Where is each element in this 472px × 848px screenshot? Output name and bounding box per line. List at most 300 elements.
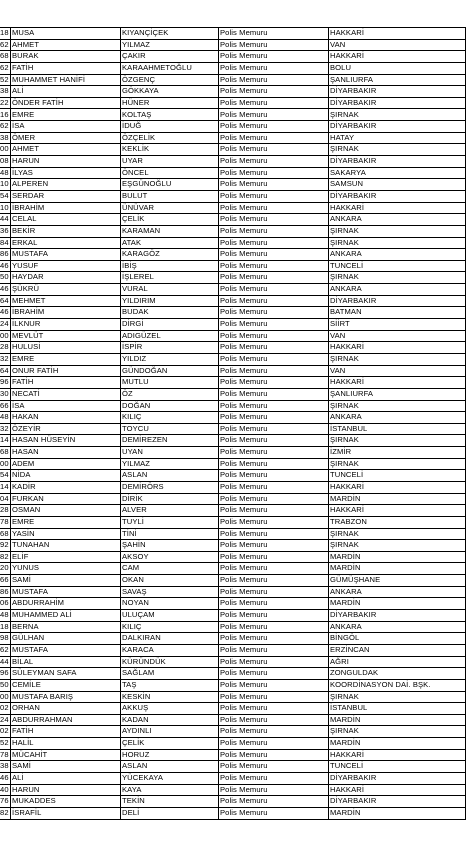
row-number-cell: 00 (0, 330, 11, 342)
table-row (0, 167, 466, 179)
city-cell: TUNCELİ (329, 761, 466, 773)
row-number-cell: 48 (0, 167, 11, 179)
row-number-cell: 10 (0, 179, 11, 191)
table-row (0, 598, 466, 610)
table-row (0, 342, 466, 354)
table-row (0, 377, 466, 389)
title-cell: Polis Memuru (219, 28, 329, 40)
last-name-cell: YILMAZ (121, 458, 219, 470)
city-cell: ŞIRNAK (329, 540, 466, 552)
row-number-cell: 86 (0, 249, 11, 261)
table-row (0, 330, 466, 342)
row-number-cell: 40 (0, 784, 11, 796)
last-name-cell: GÖKKAYA (121, 86, 219, 98)
last-name-cell: OKAN (121, 575, 219, 587)
last-name-cell: UYAN (121, 447, 219, 459)
table-row (0, 726, 466, 738)
row-number-cell: 36 (0, 225, 11, 237)
first-name-cell: BERNA (11, 621, 121, 633)
city-cell: KOORDİNASYON DAİ. BŞK. (329, 679, 466, 691)
first-name-cell: MEHMET (11, 295, 121, 307)
city-cell: VAN (329, 365, 466, 377)
last-name-cell: KARACA (121, 644, 219, 656)
title-cell: Polis Memuru (219, 435, 329, 447)
city-cell: İZMİR (329, 447, 466, 459)
table-row (0, 86, 466, 98)
row-number-cell: 48 (0, 412, 11, 424)
first-name-cell: HULUSİ (11, 342, 121, 354)
row-number-cell: 54 (0, 470, 11, 482)
title-cell: Polis Memuru (219, 749, 329, 761)
city-cell: DİYARBAKIR (329, 121, 466, 133)
last-name-cell: ŞAHİN (121, 540, 219, 552)
first-name-cell: ONUR FATİH (11, 365, 121, 377)
table-row (0, 400, 466, 412)
title-cell: Polis Memuru (219, 447, 329, 459)
table-row (0, 679, 466, 691)
row-number-cell: 84 (0, 237, 11, 249)
city-cell: ŞIRNAK (329, 528, 466, 540)
last-name-cell: NOYAN (121, 598, 219, 610)
last-name-cell: KARAAHMETOĞLU (121, 62, 219, 74)
last-name-cell: MUTLU (121, 377, 219, 389)
last-name-cell: YILDIZ (121, 353, 219, 365)
last-name-cell: ÖNCEL (121, 167, 219, 179)
row-number-cell: 66 (0, 575, 11, 587)
first-name-cell: ALİ (11, 773, 121, 785)
title-cell: Polis Memuru (219, 307, 329, 319)
table-row (0, 412, 466, 424)
row-number-cell: 38 (0, 132, 11, 144)
city-cell: ANKARA (329, 249, 466, 261)
first-name-cell: HALİL (11, 738, 121, 750)
last-name-cell: SAĞLAM (121, 668, 219, 680)
last-name-cell: KILIÇ (121, 621, 219, 633)
table-row (0, 563, 466, 575)
table-row (0, 319, 466, 331)
first-name-cell: ALPEREN (11, 179, 121, 191)
city-cell: DİYARBAKIR (329, 156, 466, 168)
city-cell: ANKARA (329, 214, 466, 226)
last-name-cell: AYDINLI (121, 726, 219, 738)
title-cell: Polis Memuru (219, 621, 329, 633)
title-cell: Polis Memuru (219, 272, 329, 284)
last-name-cell: VURAL (121, 284, 219, 296)
first-name-cell: İSA (11, 400, 121, 412)
title-cell: Polis Memuru (219, 423, 329, 435)
last-name-cell: TİNİ (121, 528, 219, 540)
city-cell: HAKKARİ (329, 342, 466, 354)
city-cell: HAKKARİ (329, 784, 466, 796)
row-number-cell: 28 (0, 342, 11, 354)
first-name-cell: HARUN (11, 784, 121, 796)
city-cell: ŞIRNAK (329, 435, 466, 447)
city-cell: ANKARA (329, 412, 466, 424)
row-number-cell: 28 (0, 505, 11, 517)
row-number-cell: 86 (0, 586, 11, 598)
city-cell: DİYARBAKIR (329, 97, 466, 109)
city-cell: ŞIRNAK (329, 109, 466, 121)
table-row (0, 575, 466, 587)
city-cell: HAKKARİ (329, 481, 466, 493)
last-name-cell: CAM (121, 563, 219, 575)
city-cell: MARDİN (329, 598, 466, 610)
last-name-cell: KILIÇ (121, 412, 219, 424)
row-number-cell: 46 (0, 307, 11, 319)
title-cell: Polis Memuru (219, 190, 329, 202)
title-cell: Polis Memuru (219, 342, 329, 354)
table-row (0, 807, 466, 819)
table-row (0, 144, 466, 156)
title-cell: Polis Memuru (219, 377, 329, 389)
city-cell: ŞIRNAK (329, 272, 466, 284)
last-name-cell: ASLAN (121, 761, 219, 773)
city-cell: SİİRT (329, 319, 466, 331)
first-name-cell: HARUN (11, 156, 121, 168)
first-name-cell: MUHAMMED ALİ (11, 610, 121, 622)
table-row (0, 540, 466, 552)
last-name-cell: ULUÇAM (121, 610, 219, 622)
title-cell: Polis Memuru (219, 62, 329, 74)
table-row (0, 551, 466, 563)
title-cell: Polis Memuru (219, 575, 329, 587)
city-cell: BOLU (329, 62, 466, 74)
row-number-cell: 00 (0, 691, 11, 703)
title-cell: Polis Memuru (219, 516, 329, 528)
table-row (0, 109, 466, 121)
title-cell: Polis Memuru (219, 796, 329, 808)
row-number-cell: 10 (0, 202, 11, 214)
last-name-cell: ÇAKIR (121, 51, 219, 63)
last-name-cell: DİRGİ (121, 319, 219, 331)
last-name-cell: YILDIRIM (121, 295, 219, 307)
row-number-cell: 18 (0, 621, 11, 633)
last-name-cell: YÜCEKAYA (121, 773, 219, 785)
last-name-cell: ASLAN (121, 470, 219, 482)
last-name-cell: HÜNER (121, 97, 219, 109)
table-row (0, 365, 466, 377)
last-name-cell: TOYCU (121, 423, 219, 435)
city-cell: ŞIRNAK (329, 458, 466, 470)
last-name-cell: ÖZÇELİK (121, 132, 219, 144)
city-cell: ANKARA (329, 621, 466, 633)
first-name-cell: MUKADDES (11, 796, 121, 808)
first-name-cell: ÖMER (11, 132, 121, 144)
last-name-cell: İDUĞ (121, 121, 219, 133)
table-row (0, 121, 466, 133)
city-cell: GÜMÜŞHANE (329, 575, 466, 587)
table-row (0, 62, 466, 74)
last-name-cell: İSPİR (121, 342, 219, 354)
first-name-cell: TUNAHAN (11, 540, 121, 552)
last-name-cell: KEKLİK (121, 144, 219, 156)
city-cell: MARDİN (329, 563, 466, 575)
title-cell: Polis Memuru (219, 400, 329, 412)
first-name-cell: İLYAS (11, 167, 121, 179)
last-name-cell: ADIGÜZEL (121, 330, 219, 342)
first-name-cell: ERKAL (11, 237, 121, 249)
table-row (0, 493, 466, 505)
title-cell: Polis Memuru (219, 493, 329, 505)
row-number-cell: 64 (0, 365, 11, 377)
first-name-cell: ORHAN (11, 703, 121, 715)
city-cell: ŞIRNAK (329, 726, 466, 738)
city-cell: HAKKARİ (329, 51, 466, 63)
last-name-cell: ALVER (121, 505, 219, 517)
row-number-cell: 08 (0, 156, 11, 168)
title-cell: Polis Memuru (219, 458, 329, 470)
first-name-cell: CELAL (11, 214, 121, 226)
title-cell: Polis Memuru (219, 470, 329, 482)
last-name-cell: KIYANÇİÇEK (121, 28, 219, 40)
first-name-cell: SÜLEYMAN SAFA (11, 668, 121, 680)
table-row (0, 225, 466, 237)
table-row (0, 505, 466, 517)
row-number-cell: 78 (0, 749, 11, 761)
first-name-cell: ABDURRAHİM (11, 598, 121, 610)
city-cell: MARDİN (329, 807, 466, 819)
title-cell: Polis Memuru (219, 784, 329, 796)
table-row (0, 132, 466, 144)
title-cell: Polis Memuru (219, 260, 329, 272)
table-row (0, 749, 466, 761)
title-cell: Polis Memuru (219, 412, 329, 424)
first-name-cell: SERDAR (11, 190, 121, 202)
last-name-cell: DEMİRÖRS (121, 481, 219, 493)
city-cell: ERZİNCAN (329, 644, 466, 656)
last-name-cell: ÇELİK (121, 214, 219, 226)
last-name-cell: DEMİREZEN (121, 435, 219, 447)
last-name-cell: KARAGÖZ (121, 249, 219, 261)
city-cell: ŞIRNAK (329, 400, 466, 412)
last-name-cell: KADAN (121, 714, 219, 726)
last-name-cell: ÖZ (121, 388, 219, 400)
city-cell: HAKKARİ (329, 377, 466, 389)
first-name-cell: MUSTAFA (11, 586, 121, 598)
title-cell: Polis Memuru (219, 237, 329, 249)
first-name-cell: MUSA (11, 28, 121, 40)
table-row (0, 156, 466, 168)
title-cell: Polis Memuru (219, 388, 329, 400)
first-name-cell: HASAN (11, 447, 121, 459)
last-name-cell: TAŞ (121, 679, 219, 691)
table-body (0, 28, 466, 820)
city-cell: DİYARBAKIR (329, 295, 466, 307)
table-row (0, 388, 466, 400)
table-row (0, 481, 466, 493)
first-name-cell: ÖNDER FATİH (11, 97, 121, 109)
first-name-cell: FATİH (11, 726, 121, 738)
city-cell: ANKARA (329, 586, 466, 598)
row-number-cell: 38 (0, 86, 11, 98)
row-number-cell: 16 (0, 109, 11, 121)
table-row (0, 773, 466, 785)
table-row (0, 738, 466, 750)
first-name-cell: GÜLHAN (11, 633, 121, 645)
table-row (0, 179, 466, 191)
row-number-cell: 92 (0, 540, 11, 552)
title-cell: Polis Memuru (219, 39, 329, 51)
first-name-cell: MUSTAFA BARIŞ (11, 691, 121, 703)
city-cell: DİYARBAKIR (329, 190, 466, 202)
table-row (0, 796, 466, 808)
row-number-cell: 24 (0, 319, 11, 331)
row-number-cell: 50 (0, 679, 11, 691)
table-row (0, 644, 466, 656)
row-number-cell: 32 (0, 423, 11, 435)
table-row (0, 761, 466, 773)
city-cell: MARDİN (329, 551, 466, 563)
city-cell: SAMSUN (329, 179, 466, 191)
first-name-cell: ÖZEYİR (11, 423, 121, 435)
title-cell: Polis Memuru (219, 330, 329, 342)
row-number-cell: 44 (0, 214, 11, 226)
city-cell: HAKKARİ (329, 28, 466, 40)
first-name-cell: FATİH (11, 377, 121, 389)
first-name-cell: AHMET (11, 144, 121, 156)
city-cell: HAKKARİ (329, 202, 466, 214)
city-cell: İSTANBUL (329, 703, 466, 715)
row-number-cell: 02 (0, 726, 11, 738)
title-cell: Polis Memuru (219, 714, 329, 726)
first-name-cell: MÜCAHİT (11, 749, 121, 761)
last-name-cell: KESKİN (121, 691, 219, 703)
city-cell: BATMAN (329, 307, 466, 319)
row-number-cell: 06 (0, 598, 11, 610)
title-cell: Polis Memuru (219, 353, 329, 365)
first-name-cell: YUSUF (11, 260, 121, 272)
title-cell: Polis Memuru (219, 691, 329, 703)
last-name-cell: KARAMAN (121, 225, 219, 237)
first-name-cell: MUSTAFA (11, 644, 121, 656)
city-cell: VAN (329, 39, 466, 51)
row-number-cell: 62 (0, 644, 11, 656)
city-cell: TUNCELİ (329, 260, 466, 272)
row-number-cell: 20 (0, 563, 11, 575)
table-row (0, 272, 466, 284)
row-number-cell: 02 (0, 703, 11, 715)
first-name-cell: HAKAN (11, 412, 121, 424)
first-name-cell: CEMİLE (11, 679, 121, 691)
personnel-table (0, 27, 466, 820)
first-name-cell: OSMAN (11, 505, 121, 517)
title-cell: Polis Memuru (219, 563, 329, 575)
table-row (0, 260, 466, 272)
row-number-cell: 76 (0, 796, 11, 808)
last-name-cell: KÜRÜNDÜK (121, 656, 219, 668)
city-cell: İSTANBUL (329, 423, 466, 435)
first-name-cell: FURKAN (11, 493, 121, 505)
title-cell: Polis Memuru (219, 598, 329, 610)
city-cell: TUNCELİ (329, 470, 466, 482)
row-number-cell: 54 (0, 190, 11, 202)
last-name-cell: DELİ (121, 807, 219, 819)
first-name-cell: ADEM (11, 458, 121, 470)
title-cell: Polis Memuru (219, 528, 329, 540)
last-name-cell: UYAR (121, 156, 219, 168)
first-name-cell: İLKNUR (11, 319, 121, 331)
first-name-cell: BİLAL (11, 656, 121, 668)
first-name-cell: MUSTAFA (11, 249, 121, 261)
last-name-cell: TEKİN (121, 796, 219, 808)
title-cell: Polis Memuru (219, 179, 329, 191)
row-number-cell: 52 (0, 738, 11, 750)
title-cell: Polis Memuru (219, 633, 329, 645)
city-cell: DİYARBAKIR (329, 610, 466, 622)
table-row (0, 691, 466, 703)
city-cell: DİYARBAKIR (329, 796, 466, 808)
city-cell: ŞIRNAK (329, 353, 466, 365)
row-number-cell: 38 (0, 761, 11, 773)
row-number-cell: 00 (0, 144, 11, 156)
last-name-cell: AKSOY (121, 551, 219, 563)
table-row (0, 470, 466, 482)
row-number-cell: 14 (0, 481, 11, 493)
last-name-cell: GÜNDOĞAN (121, 365, 219, 377)
title-cell: Polis Memuru (219, 132, 329, 144)
title-cell: Polis Memuru (219, 761, 329, 773)
last-name-cell: DİRİK (121, 493, 219, 505)
last-name-cell: YILMAZ (121, 39, 219, 51)
last-name-cell: BULUT (121, 190, 219, 202)
city-cell: HAKKARİ (329, 749, 466, 761)
last-name-cell: HORUZ (121, 749, 219, 761)
title-cell: Polis Memuru (219, 74, 329, 86)
row-number-cell: 66 (0, 400, 11, 412)
title-cell: Polis Memuru (219, 319, 329, 331)
title-cell: Polis Memuru (219, 156, 329, 168)
title-cell: Polis Memuru (219, 97, 329, 109)
city-cell: ŞIRNAK (329, 225, 466, 237)
first-name-cell: BURAK (11, 51, 121, 63)
table-row (0, 621, 466, 633)
table-row (0, 307, 466, 319)
last-name-cell: SAVAŞ (121, 586, 219, 598)
first-name-cell: İBRAHİM (11, 307, 121, 319)
title-cell: Polis Memuru (219, 540, 329, 552)
title-cell: Polis Memuru (219, 295, 329, 307)
title-cell: Polis Memuru (219, 679, 329, 691)
table-row (0, 237, 466, 249)
title-cell: Polis Memuru (219, 284, 329, 296)
table-row (0, 39, 466, 51)
table-row (0, 423, 466, 435)
table-row (0, 586, 466, 598)
table-row (0, 190, 466, 202)
title-cell: Polis Memuru (219, 51, 329, 63)
row-number-cell: 62 (0, 121, 11, 133)
first-name-cell: NİDA (11, 470, 121, 482)
last-name-cell: DOĞAN (121, 400, 219, 412)
row-number-cell: 30 (0, 388, 11, 400)
city-cell: ANKARA (329, 284, 466, 296)
table-row (0, 74, 466, 86)
first-name-cell: İBRAHİM (11, 202, 121, 214)
table-row (0, 458, 466, 470)
first-name-cell: BEKİR (11, 225, 121, 237)
city-cell: ŞIRNAK (329, 691, 466, 703)
title-cell: Polis Memuru (219, 610, 329, 622)
row-number-cell: 00 (0, 458, 11, 470)
row-number-cell: 82 (0, 551, 11, 563)
first-name-cell: YASİN (11, 528, 121, 540)
first-name-cell: KADİR (11, 481, 121, 493)
last-name-cell: AKKUŞ (121, 703, 219, 715)
last-name-cell: BUDAK (121, 307, 219, 319)
first-name-cell: EMRE (11, 109, 121, 121)
title-cell: Polis Memuru (219, 738, 329, 750)
city-cell: MARDİN (329, 714, 466, 726)
